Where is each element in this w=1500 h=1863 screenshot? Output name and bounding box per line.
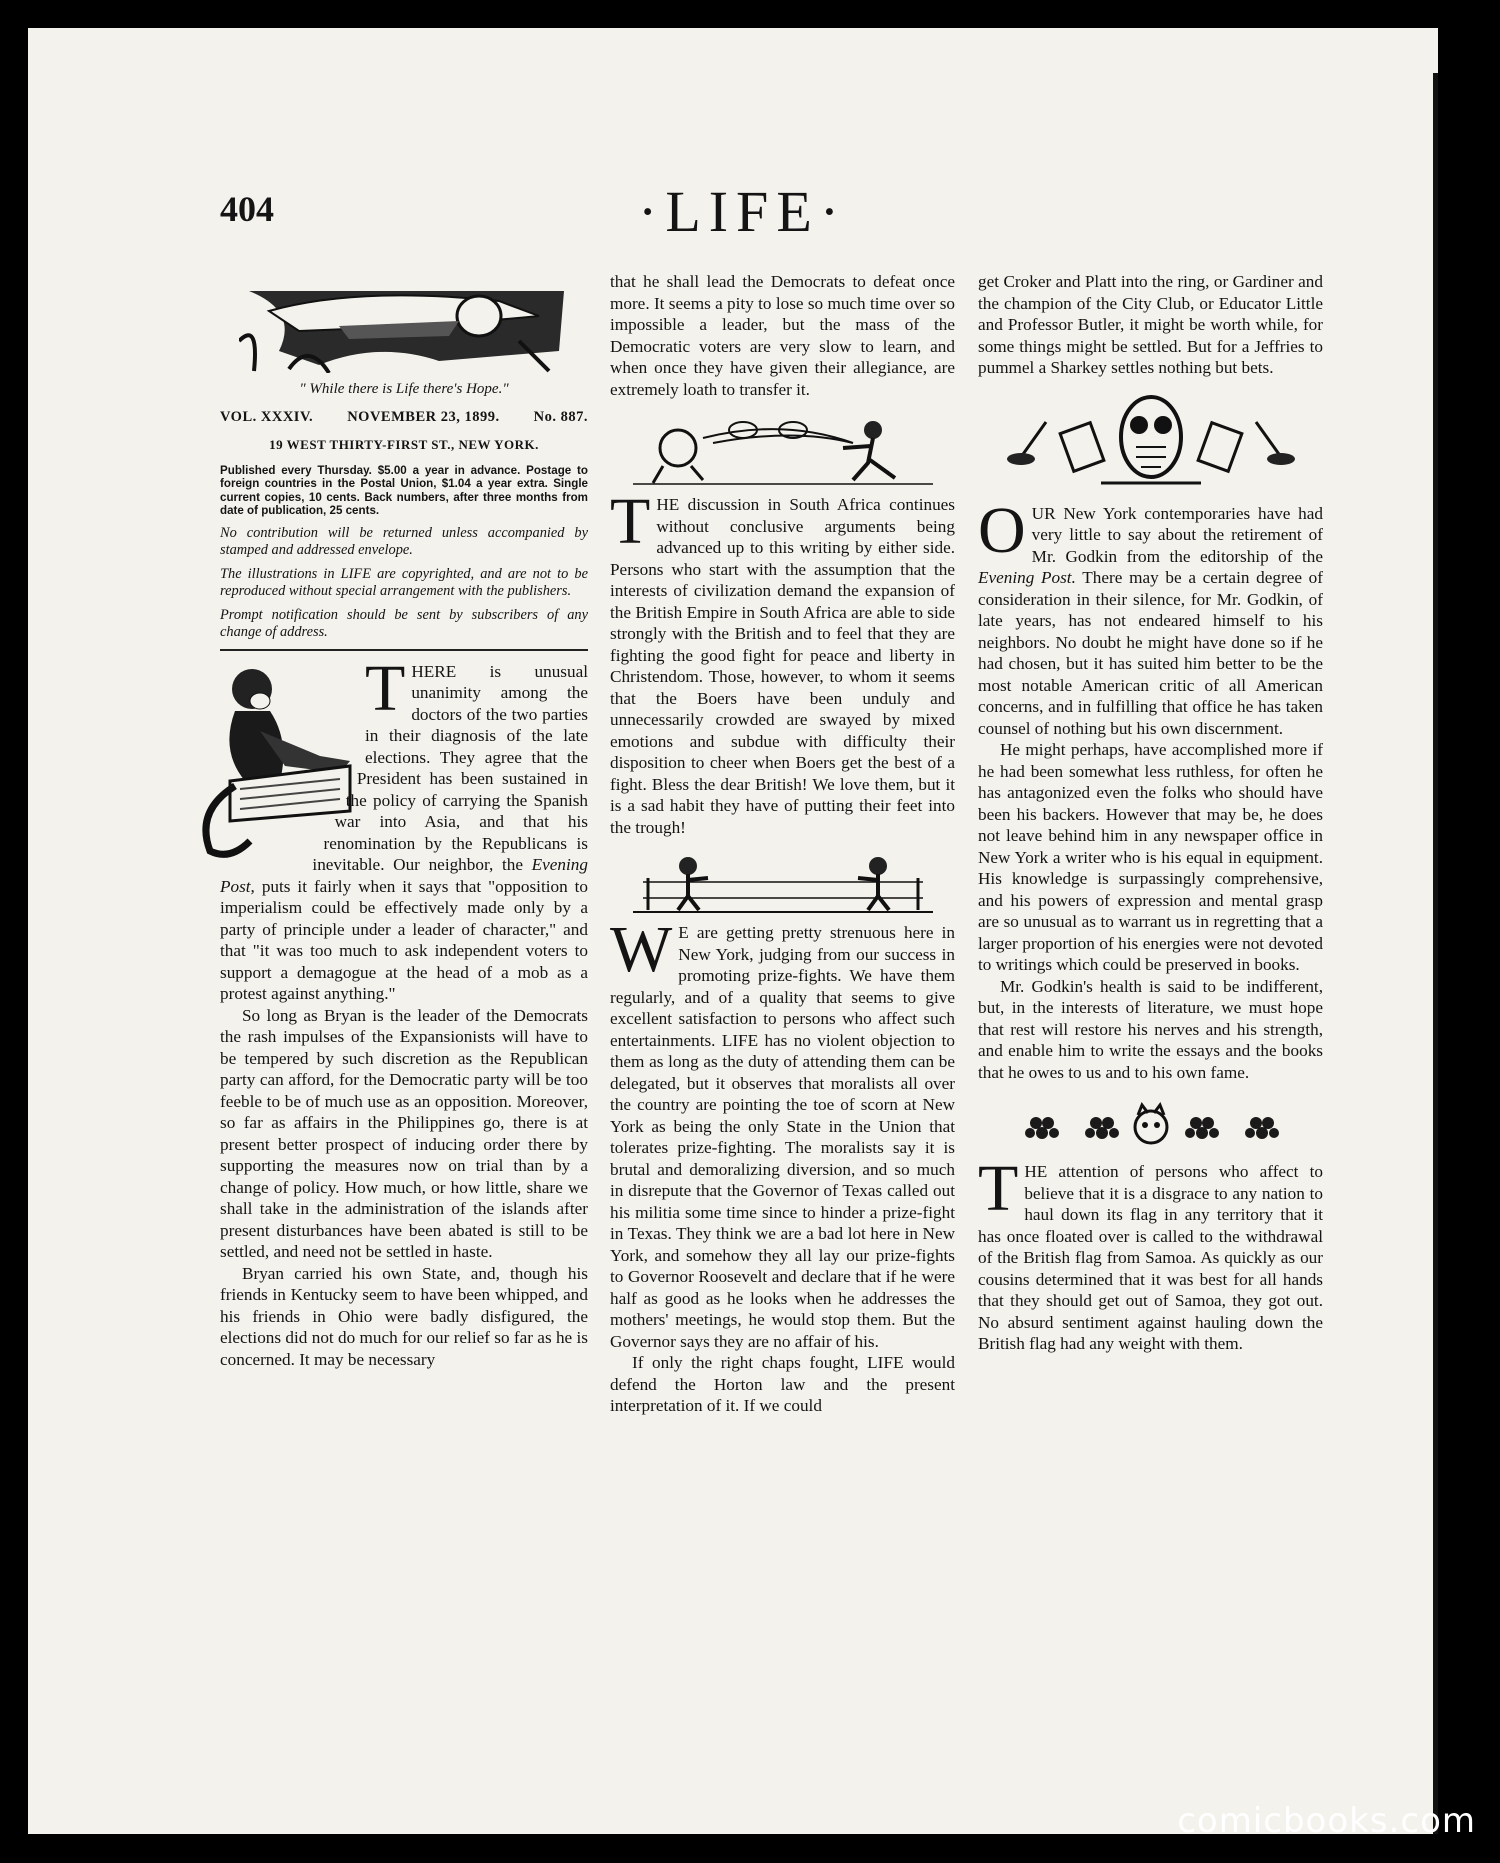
masthead-title: ·LIFE· xyxy=(638,179,848,244)
colophon-publication-terms: Published every Thursday. $5.00 a year in advance. Postage to foreign countries in the Postal Union, $1.04 a year extra. Single current copies, 10 cents. Back numbers, after three months from date of publication, 25 cents. xyxy=(220,463,588,517)
grapes-cat-ornament xyxy=(1016,1101,1286,1151)
dropcap-t-3: T xyxy=(978,1152,1019,1225)
article-godkin-paragraph-2: He might perhaps, have accomplished more if he had been somewhat less ruthless, for often he has antagonized even the folks who should have been his backers. However that may be, he does not leave behind him in any newspaper office in New York a writer who is his equal in equipment. His knowledge is surpassingly comprehensive, and his powers of expression and mental grasp are so unusual as to warrant us in regretting that a larger proportion of his energies were not devoted to writings which could be preserved in books. xyxy=(978,740,1323,974)
chase-illustration xyxy=(633,408,933,488)
article-godkin-text: UR New York contemporaries have had very little to say about the retirement of Mr. Godkin from the editorship of the xyxy=(1031,503,1323,566)
article-godkin-text-cont: There may be a certain degree of consideration in their silence, for Mr. Godkin, of late years, has not endeared himself to his neighbors. No doubt he might have done so if he had chosen, but it has suited him better to be the most notable American critic of all American concerns, and in fulfilling that office he has taken counsel of nothing but his own discernment. xyxy=(978,568,1323,738)
article-south-africa xyxy=(610,485,955,838)
column-1 xyxy=(220,281,588,1370)
article-elections-text-cont: puts it fairly when it says that "opposition to imperialism could be effectively made only by a party of principle under a leader of character," and that "it was too much to ask independent voters to support a demagogue at the head of a mob as a protest against anything." xyxy=(220,876,589,1003)
dropcap-w: W xyxy=(610,913,673,986)
article-prize-fights xyxy=(610,913,955,1352)
article-prize-fights-continued: get Croker and Platt into the ring, or Gardiner and the champion of the City Club, or Educator Little and Professor Butler, it might be worth while, for some things might be settled. But for a Jeffries to pummel a Sharkey settles nothing but bets. xyxy=(978,272,1323,377)
colophon-divider xyxy=(220,649,588,651)
colophon-date: NOVEMBER 23, 1899. xyxy=(347,408,500,425)
article-godkin-paragraph-3: Mr. Godkin's health is said to be indifferent, but, in the interests of literature, we must hope that rest will restore his nerves and his strength, and enable him to write the essays and the books that he owes to us and to his own fame. xyxy=(978,976,1323,1082)
article-samoa xyxy=(978,1152,1323,1355)
evening-post-ref: Evening Post, xyxy=(220,855,588,896)
column-2 xyxy=(610,271,955,1417)
evening-post-ref-2: Evening Post. xyxy=(978,568,1076,587)
colophon-volume-line xyxy=(220,407,588,429)
colophon-motto: " While there is Life there's Hope." xyxy=(299,381,509,397)
article-samoa-text: HE attention of persons who affect to believe that it is a disgrace to any nation to haul down its flag in any territory that it has once floated over is called to the withdrawal of the British flag from Samoa. As quickly as our cousins determined that it was best for all hands that they should get out of Samoa, they got out. No absurd sentiment against hauling down the British flag had any weight with them. xyxy=(978,1162,1323,1353)
owl-books-illustration xyxy=(1001,387,1301,497)
article-bryan-continued: that he shall lead the Democrats to defeat once more. It seems a pity to lose so much time over so impossible a leader, but the mass of the Democratic voters are very slow to learn, and when once they have given their allegiance, are extremely loath to transfer it. xyxy=(610,272,955,399)
dropcap-o: O xyxy=(978,493,1026,567)
page-fold-shadow xyxy=(1433,73,1438,1834)
dropcap-t: T xyxy=(365,651,406,725)
boxing-ring-illustration xyxy=(633,848,933,918)
colophon-notice-address: Prompt notification should be sent by subscribers of any change of address. xyxy=(220,606,588,640)
magazine-page xyxy=(28,28,1438,1834)
colophon-notice-contributions: No contribution will be returned unless accompanied by stamped and addressed envelope. xyxy=(220,524,588,558)
article-horton-law: If only the right chaps fought, LIFE would defend the Horton law and the present interpretation of it. If we could xyxy=(610,1353,955,1415)
masthead-illustration xyxy=(239,281,569,373)
watermark: comicbooks.com xyxy=(1177,1801,1476,1841)
article-elections-text: HERE is unusual unanimity among the doctors of the two parties in their diagnosis of the late elections. They agree that the President has been sustained in the policy of carrying the Spanish war into Asia, and that his renomination by the Republicans is inevitable. Our neighbor, the xyxy=(312,661,588,874)
colophon-volume: VOL. XXXIV. xyxy=(220,408,314,425)
article-bryan-state-paragraph: Bryan carried his own State, and, though his friends in Kentucky seem to have been whipped, and his friends in Ohio were badly disfigured, the elections did not do much for our relief so far as he is concerned. It may be necessary xyxy=(220,1263,588,1369)
article-south-africa-text: HE discussion in South Africa continues without conclusive arguments being advanced up to this writing by either side. Persons who start with the assumption that the interests of civilization demand the expansion of the British Empire in South Africa are able to side strongly with the British and to feel that they are fighting the good fight for peace and liberty in Christendom. Those, however, to whom it seems that the Boers have been unduly and unnecessarily crowded are swayed by mixed emotions and subdue with difficulty their disposition to cheer when Boers get the best of a fight. Bless the dear British! We love them, but it is a sad habit they have of putting their feet into the trough! xyxy=(610,495,955,837)
article-prize-fights-text: E are getting pretty strenuous here in New York, judging from our success in promoting prize-fights. We have them regularly, and of a quality that seems to give excellent satisfaction to persons who affect such entertainments. LIFE has no violent objection to them as long as the duty of attending them can be delegated, but it observes that moralists all over the country are pointing the toe of scorn at New York as being the only State in the Union that tolerates prize-fighting. The moralists say it is brutal and demoralizing diversion, and so much in disrepute that the Governor of Texas called out his militia some time since to hinder a prize-fight in Texas. They think we are a bad lot here in New York, and somehow they all lay our prize-fights to Governor Roosevelt and declare that if he were half as good as he looks when he addresses the mothers' meetings, he would stop them. But the Governor says they are no affair of his. xyxy=(610,923,955,1351)
colophon-notice-copyright: The illustrations in LIFE are copyrighted, and are not to be reproduced without special arrangement with the publishers. xyxy=(220,565,588,599)
dropcap-t-2: T xyxy=(610,485,651,558)
colophon-address: 19 WEST THIRTY-FIRST ST., NEW YORK. xyxy=(269,437,539,452)
article-godkin xyxy=(978,493,1323,740)
column-3 xyxy=(978,271,1323,1355)
article-bryan-paragraph: So long as Bryan is the leader of the Democrats the rash impulses of the Expansionists will have to be tempered by such discretion as the Republican party can afford, for the Democratic party will be too feeble to be of much use as an opposition. Moreover, so far as affairs in the Philippines go, there is at present better prospect of inducing order there by supporting the measures now on trial than by a change of policy. How much, or how little, share we shall take in the administration of the islands after present disturbances have been abated is still to be settled, and need not be settled in haste. xyxy=(220,1005,588,1261)
monkey-writing-illustration xyxy=(190,661,355,861)
page-number: 404 xyxy=(220,189,274,229)
colophon-issue: No. 887. xyxy=(533,408,588,425)
